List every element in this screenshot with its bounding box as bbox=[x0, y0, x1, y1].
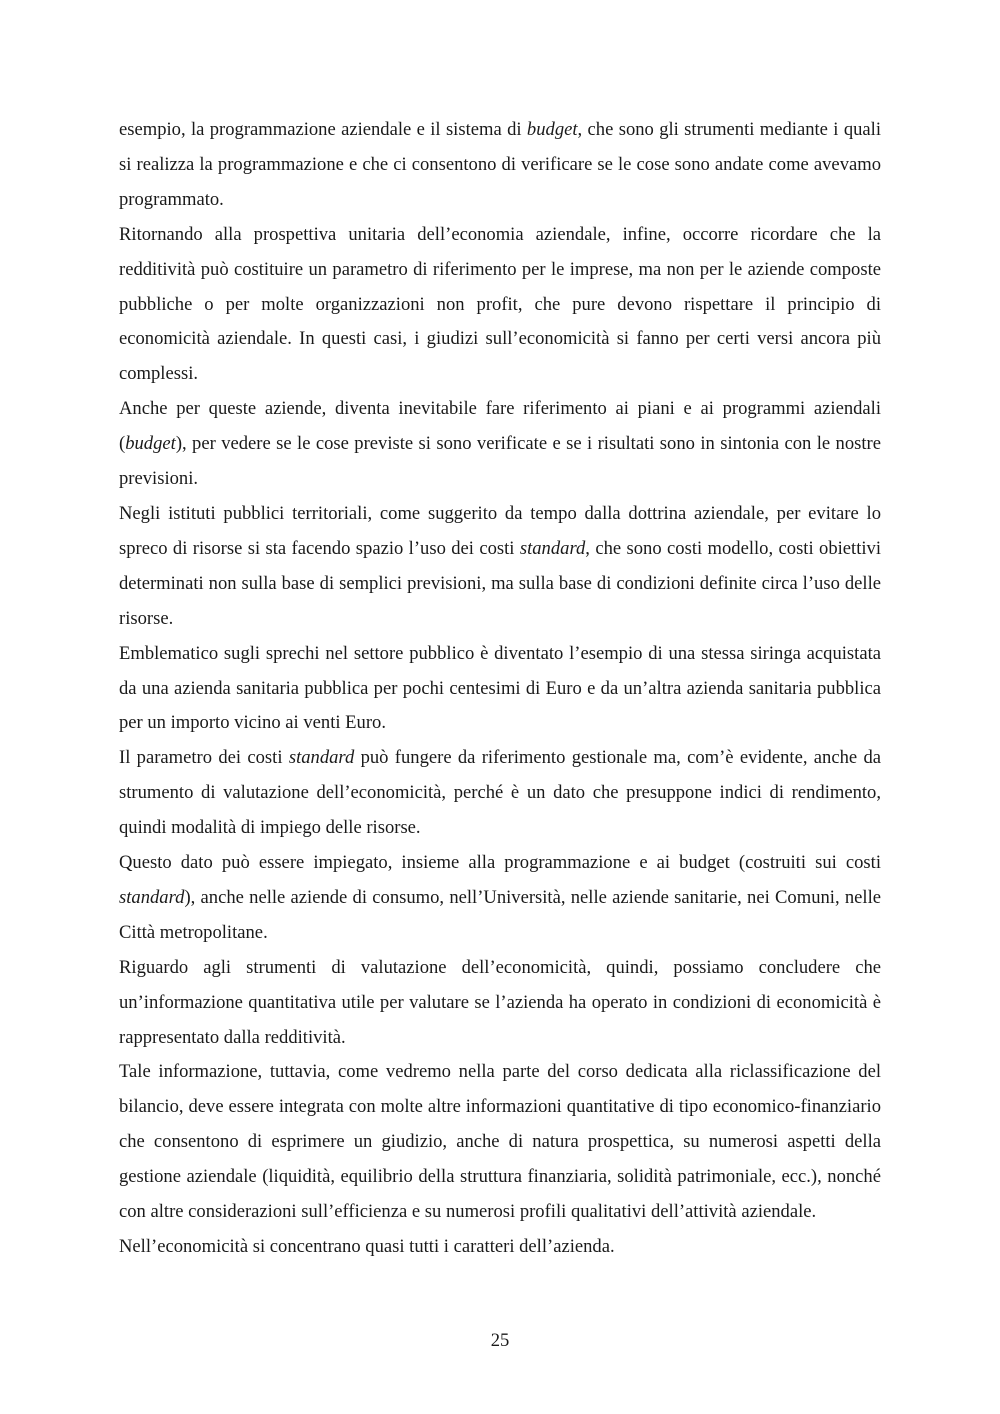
paragraph bbox=[119, 1230, 881, 1265]
text-run: , che sono costi modello, costi obiettivi determinati non sulla base di semplici previsioni, ma sulla base di condizioni definite circa l’uso delle risorse. bbox=[119, 537, 881, 629]
paragraph bbox=[119, 951, 881, 1056]
text-run: Negli istituti pubblici territoriali, come suggerito da tempo dalla dottrina aziendale, per evitare lo spreco di risorse si sta facendo spazio l’uso dei costi bbox=[119, 502, 881, 559]
italic-term: standard bbox=[288, 747, 355, 769]
italic-term: budget bbox=[526, 119, 578, 140]
text-run: Anche per queste aziende, diventa inevitabile fare riferimento ai piani e ai programmi aziendali ( bbox=[119, 398, 881, 455]
text-run: può fungere da riferimento gestionale ma, com’è evidente, anche da strumento di valutazione dell’economicità, perché è un dato che presuppone indici di rendimento, quindi modalità di impiego delle risorse. bbox=[119, 747, 882, 839]
italic-term: budget bbox=[125, 433, 176, 455]
body-text bbox=[119, 113, 881, 1265]
text-run: Riguardo agli strumenti di valutazione dell’economicità, quindi, possiamo concludere che un’informazione quantitativa utile per valutare se l’azienda ha operato in condizioni di economicità è rappresentato dalla redditività. bbox=[119, 956, 881, 1048]
text-run: Tale informazione, tuttavia, come vedremo nella parte del corso dedicata alla riclassificazione del bilancio, deve essere integrata con molte altre informazioni quantitative di tipo economico-finanziario che consentono di esprimere un giudizio, anche di natura prospettica, su numerosi aspetti della gestione aziendale (liquidità, equilibrio della struttura finanziaria, solidità patrimoniale, ecc.), nonché con altre considerazioni sull’efficienza e su numerosi profili qualitativi dell’attività aziendale. bbox=[119, 1061, 881, 1223]
paragraph bbox=[119, 113, 881, 218]
italic-term: standard bbox=[519, 537, 586, 559]
paragraph bbox=[119, 1055, 881, 1230]
italic-term: standard bbox=[119, 886, 185, 908]
text-run: Questo dato può essere impiegato, insieme alla programmazione e ai budget (costruiti sui costi bbox=[119, 852, 881, 874]
text-run: ), per vedere se le cose previste si sono verificate e se i risultati sono in sintonia con le nostre previsioni. bbox=[119, 433, 881, 490]
paragraph bbox=[119, 637, 881, 742]
paragraph bbox=[119, 846, 881, 951]
text-run: Nell’economicità si concentrano quasi tutti i caratteri dell’azienda. bbox=[119, 1236, 615, 1257]
paragraph bbox=[119, 741, 881, 846]
text-run: , che sono gli strumenti mediante i quali si realizza la programmazione e che ci consentono di verificare se le cose sono andate come avevamo programmato. bbox=[119, 119, 881, 210]
text-run: esempio, la programmazione aziendale e il sistema di bbox=[119, 119, 527, 140]
text-run: Emblematico sugli sprechi nel settore pubblico è diventato l’esempio di una stessa siringa acquistata da una azienda sanitaria pubblica per pochi centesimi di Euro e da un’altra azienda sanitaria pubblica per un importo vicino ai venti Euro. bbox=[119, 642, 881, 734]
page-number: 25 bbox=[490, 1330, 510, 1351]
text-run: Il parametro dei costi bbox=[119, 747, 289, 769]
text-run: ), anche nelle aziende di consumo, nell’Università, nelle aziende sanitarie, nei Comuni, nelle Città metropolitane. bbox=[119, 886, 881, 943]
paragraph bbox=[119, 218, 881, 393]
paragraph bbox=[119, 392, 881, 497]
text-run: Ritornando alla prospettiva unitaria dell’economia aziendale, infine, occorre ricordare che la redditività può costituire un parametro di riferimento per le imprese, ma non per le aziende composte pubbliche o per molte organizzazioni non profit, che pure devono rispettare il principio di economicità aziendale. In questi casi, i giudizi sull’economicità si fanno per certi versi ancora più complessi. bbox=[119, 223, 881, 385]
paragraph bbox=[119, 497, 881, 637]
